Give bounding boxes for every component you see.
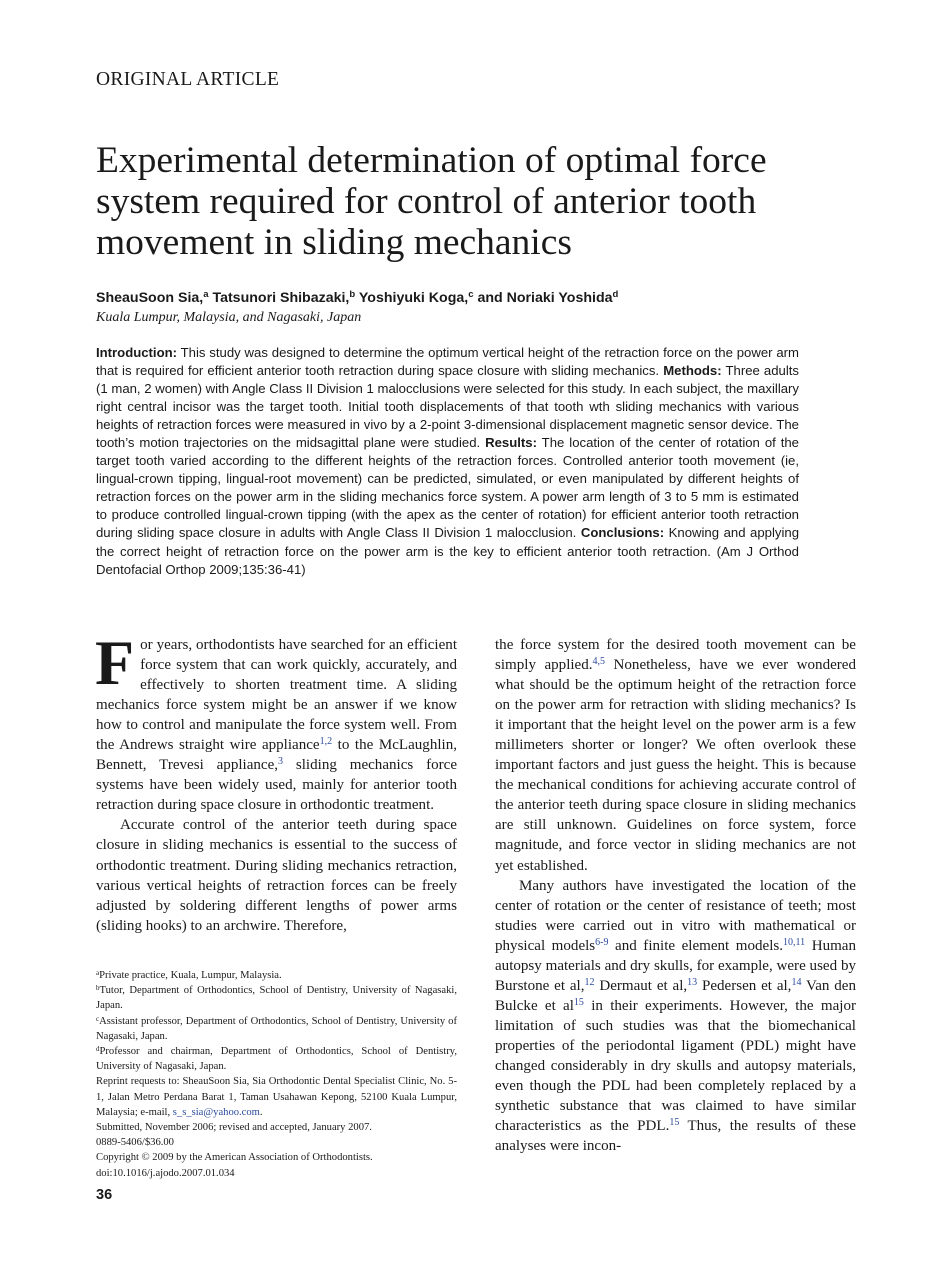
citation-link[interactable]: 14 <box>791 976 802 988</box>
citation-link[interactable]: 4,5 <box>592 656 606 668</box>
body-text: Nonetheless, have we ever wondered what should be the optimum height of the retraction force on the power arm for retraction with sliding mechanics? Is it important that the height level on the power arm is a few millimeters shorter or longer? We often overlook these important factors and just guess the height. This is because the mechanical conditions for achieving accurate control of the anterior teeth during space closure in sliding mechanics are still unknown. Guidelines on force system, force magnitude, and force vector in sliding mechanics are not yet established. <box>495 657 856 874</box>
abstract-conclusions-text: Knowing and applying the correct height of retraction force on the power arm is the key to efficient anterior tooth retraction. (Am J Orthod Dentofacial Orthop 2009;135:36-41) <box>96 525 799 577</box>
author-affiliation-marker: c <box>468 289 474 300</box>
abstract <box>96 344 799 579</box>
issn: 0889-5406/$36.00 <box>96 1137 174 1149</box>
doi: doi:10.1016/j.ajodo.2007.01.034 <box>96 1167 235 1179</box>
body-text: and finite element models. <box>608 937 784 954</box>
page-number: 36 <box>96 1187 113 1203</box>
body-text: Human autopsy materials and dry skulls, for example, were used by Burstone et al, <box>495 937 856 994</box>
body-text: in their experiments. However, the major limitation of such studies was that the biomechanical properties of the periodontal ligament (PDL) might have changed considerably in dry skulls and autopsy materials, even though the PDL had been completely replaced by a synthetic substance that was claimed to have similar characteristics as the PDL. <box>495 997 856 1135</box>
body-paragraph: Accurate control of the anterior teeth during space closure in sliding mechanics is essential to the success of orthodontic treatment. During sliding mechanics retraction, various vertical heights of retraction forces can be freely adjusted by soldering different lengths of power arms (sliding hooks) to an archwire. Therefore, <box>96 817 457 934</box>
citation-link[interactable]: 15 <box>669 1117 680 1129</box>
footnote-text: Reprint requests to: SheauSoon Sia, Sia Orthodontic Dental Specialist Clinic, No. 5-1, Jalan Metro Perdana Barat 1, Taman Usahawan Kepong, 52100 Kuala Lumpur, Malaysia; e-mail, <box>96 1076 457 1118</box>
submission-dates: Submitted, November 2006; revised and accepted, January 2007. <box>96 1122 372 1134</box>
footnote-text: Private practice, Kuala, Lumpur, Malaysia. <box>99 970 282 981</box>
body-text: the force system for the desired tooth movement can be simply applied. <box>495 637 856 674</box>
body-text: Many authors have investigated the location of the center of rotation or the center of resistance of teeth; most studies were carried out in vitro with mathematical or physical models <box>495 877 856 954</box>
footnote-affiliation <box>96 1044 457 1074</box>
citation-link[interactable]: 6-9 <box>595 936 609 948</box>
body-paragraph <box>95 627 458 815</box>
drop-cap: F <box>95 627 135 698</box>
body-text: Van den Bulcke et al <box>495 977 856 1014</box>
author-name: SheauSoon Sia, <box>96 290 204 306</box>
citation-link[interactable]: 13 <box>687 976 698 988</box>
footnote-marker: b <box>96 984 100 993</box>
body-column-right <box>495 635 856 1156</box>
body-paragraph <box>495 876 856 1157</box>
body-column-left <box>95 627 458 936</box>
citation-link[interactable]: 3 <box>278 756 284 768</box>
article-title: Experimental determination of optimal force system required for control of anterior tooth movement in sliding mechanics <box>96 140 767 263</box>
footnote-text: Professor and chairman, Department of Orthodontics, School of Dentistry, University of Nagasaki, Japan. <box>96 1046 457 1073</box>
abstract-conclusions-label: Conclusions: <box>580 525 665 541</box>
body-text: or years, orthodontists have searched for an efficient force system that can work quickly, accurately, and effectively to shorten treatment time. A sliding mechanics force system might be an answer if we know how to control and manipulate the force system well. From the Andrews straight wire appliance <box>96 637 457 754</box>
citation-link[interactable]: 10,11 <box>783 936 806 948</box>
body-text: Dermaut et al, <box>594 977 688 994</box>
abstract-methods-text: Three adults (1 man, 2 women) with Angle Class II Division 1 malocclusions were selected for this study. In each subject, the maxillary right central incisor was the target tooth. Initial tooth displacements of that tooth wth sliding mechanics with various heights of retraction forces were measured in vivo by a 2-point 3-dimensional displacement magnetic sensor device. The tooth’s motion trajectories on the midsagittal plane were studied. <box>96 363 799 451</box>
body-text: sliding mechanics force systems have been widely used, mainly for anterior tooth retraction during space closure in orthodontic treatment. <box>96 757 458 814</box>
reprint-requests <box>96 1074 457 1120</box>
body-text: Pedersen et al, <box>697 977 792 994</box>
citation-link[interactable]: 12 <box>584 976 595 988</box>
citation-link[interactable]: 1,2 <box>319 736 333 748</box>
author-name: and Noriaki Yoshida <box>473 290 613 306</box>
footnote-text: Tutor, Department of Orthodontics, School of Dentistry, University of Nagasaki, Japan. <box>96 985 457 1012</box>
body-text: to the McLaughlin, Bennett, Trevesi appliance, <box>96 737 457 774</box>
abstract-methods-label: Methods: <box>663 363 722 379</box>
author-name: Yoshiyuki Koga, <box>355 290 469 306</box>
footnote-affiliation <box>96 968 457 983</box>
abstract-intro-text: This study was designed to determine the optimum vertical height of the retraction force on the power arm that is required for efficient anterior tooth retraction during space closure with sliding mechanics. <box>96 345 799 379</box>
footnote-affiliation <box>96 983 457 1013</box>
author-affiliation-marker: d <box>612 289 619 300</box>
footnote-marker: d <box>96 1045 100 1054</box>
section-label: ORIGINAL ARTICLE <box>96 69 280 90</box>
footnotes <box>96 968 457 1181</box>
author-affiliation-marker: a <box>203 289 209 300</box>
abstract-results-text: The location of the center of rotation of the target tooth varied according to the different heights of the retraction forces. Controlled anterior tooth movement (ie, lingual-crown tipping, lingual-root movement) can be predicted, simulated, or even manipulated by different heights of retraction forces on the power arm in the sliding mechanics force system. A power arm length of 3 to 5 mm is estimated to produce controlled lingual-crown tipping (with the apex as the center of rotation) for efficient anterior tooth retraction during sliding space closure in adults with Angle Class II Division 1 malocclusion. <box>96 435 799 541</box>
author-list <box>96 290 618 306</box>
copyright: Copyright © 2009 by the American Association of Orthodontists. <box>96 1152 373 1164</box>
author-affiliation-marker: b <box>349 289 356 300</box>
footnote-marker: c <box>96 1014 100 1023</box>
email-link[interactable]: s_s_sia@yahoo.com <box>172 1106 260 1118</box>
abstract-intro-label: Introduction: <box>96 345 178 360</box>
footnote-text: Assistant professor, Department of Orthodontics, School of Dentistry, University of Nagasaki, Japan. <box>96 1015 457 1042</box>
body-text: Thus, the results of these analyses were incon- <box>495 1118 856 1155</box>
author-affiliation: Kuala Lumpur, Malaysia, and Nagasaki, Japan <box>96 310 362 325</box>
footnote-text: . <box>259 1106 263 1118</box>
citation-link[interactable]: 15 <box>573 996 584 1008</box>
footnote-affiliation <box>96 1014 457 1044</box>
author-name: Tatsunori Shibazaki, <box>208 290 350 306</box>
body-paragraph <box>495 635 856 876</box>
footnote-marker: a <box>96 969 100 977</box>
abstract-results-label: Results: <box>485 435 537 451</box>
